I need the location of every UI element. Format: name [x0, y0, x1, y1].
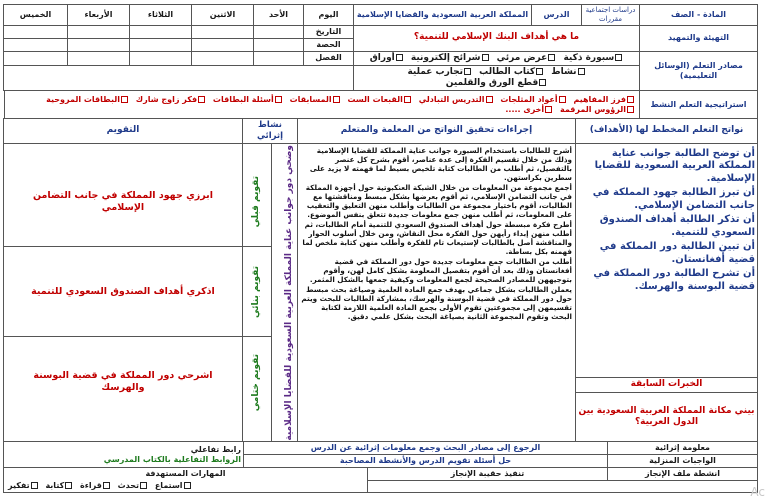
class-cell-1[interactable] [254, 51, 304, 65]
resources-row-2 [354, 65, 640, 91]
checkbox-icon[interactable] [333, 96, 340, 103]
activity-cell [272, 143, 298, 442]
resource-option[interactable]: نشاط [551, 67, 585, 78]
evaluation-header: التقويم [3, 119, 242, 143]
procedures-header: إجراءات تحقيق النواتج من المعلمة والمتعلم [298, 119, 576, 143]
procedure-item: أجمع مجموعة من المعلومات من خلال الشبكة العنكبوتية حول أجهزة المملكة في جانب التضامن الإسلامي، ثم أقوم بعرضها بشكل مبسط ومناقشتها مع الطالبات، أقوم باختيار مجموعة من الطالبات وأطلب منهن التعليق والتعقيب على المعلومات، ثم أطلب منهن جمع معلومات جديدة تتعلق بنفس الموضوع. [305, 182, 572, 219]
objectives-header: نواتج التعلم المخطط لها (الأهداف) [576, 119, 758, 143]
resource-option[interactable]: سبورة ذكية [563, 53, 623, 64]
evaluation-type: تقويم قبلي [251, 176, 262, 228]
period-cell-4[interactable] [68, 38, 130, 51]
skill-option[interactable]: تحدث [118, 481, 148, 491]
class-cell-4[interactable] [68, 51, 130, 65]
checkbox-icon[interactable] [627, 106, 634, 113]
strategies-label: استراتيجية التعلم النشط [640, 91, 758, 119]
interactive-link-cell [4, 442, 244, 468]
day-monday: الاثنين [192, 5, 254, 26]
objectives-cell [576, 143, 758, 377]
period-cell-3[interactable] [130, 38, 192, 51]
checkbox-icon[interactable] [548, 54, 555, 61]
checkbox-icon[interactable] [539, 79, 546, 86]
strategy-option[interactable]: أسئلة البطاقات [213, 95, 283, 105]
resources-row-1 [354, 51, 640, 65]
skill-option[interactable]: قراءة [80, 481, 111, 491]
checkbox-icon[interactable] [559, 96, 566, 103]
objective-item: أن توضح الطالبة جوانب عناية المملكة العربية السعودية للقضايا الإسلامية. [594, 147, 755, 184]
skills-label: المهارات المستهدفة [145, 469, 226, 479]
lesson-label: الدرس [532, 5, 582, 26]
period-label: الحصة [304, 38, 354, 51]
strategy-option[interactable]: فرز المفاهيم [573, 95, 635, 105]
homework-label: الواجبات المنزلية [608, 455, 758, 468]
day-tuesday: الثلاثاء [130, 5, 192, 26]
day-thursday: الخميس [4, 5, 68, 26]
procedures-cell [298, 143, 576, 442]
interactive-link-label[interactable]: رابط تفاعلي [190, 444, 241, 454]
day-label: اليوم [304, 5, 354, 26]
intro-question: ما هي أهداف البنك الإسلامي للتنمية؟ [354, 25, 640, 51]
skill-option[interactable]: كتابة [45, 481, 73, 491]
date-label: التاريخ [304, 25, 354, 38]
resource-option[interactable]: عرض مرئي [497, 53, 557, 64]
procedure-item: أشرح للطالبات باستخدام السبورة جوانب عناية المملكة للقضايا الإسلامية وذلك من خلال تقسيم الفكرة إلى عدة عناصر، أقوم بشرح كل عنصر بالتفصيل، ثم أطلب من الطالبات كتابة تلخيص بسيط لما فهمته لا يزيد على سطرين بكراستهن. [309, 145, 572, 182]
footer-blank [368, 481, 758, 493]
period-cell-2[interactable] [192, 38, 254, 51]
checkbox-icon[interactable] [486, 96, 493, 103]
objective-item: أن تذكر الطالبة أهداف الصندوق السعودي للتنمية. [599, 214, 755, 238]
course-label: دراسات اجتماعية مقررات [582, 5, 640, 26]
lesson-plan-page [4, 4, 758, 498]
resource-option[interactable]: قطع الورق والقلمين [446, 78, 547, 89]
strategy-option[interactable]: التدريس التبادلي [419, 95, 494, 105]
activity-header: نشاط إثرائي [242, 119, 297, 143]
date-cell-5[interactable] [4, 25, 68, 38]
class-cell-3[interactable] [130, 51, 192, 65]
strategies-options [5, 91, 640, 119]
resource-option[interactable]: تجارب عملية [407, 67, 472, 78]
resource-option[interactable]: شرائح إلكترونية [411, 53, 490, 64]
date-cell-1[interactable] [254, 25, 304, 38]
footer-table [3, 441, 758, 493]
resources-blank [4, 65, 354, 91]
checkbox-icon[interactable] [464, 68, 471, 75]
date-cell-3[interactable] [130, 25, 192, 38]
textbook-links[interactable]: الروابط التفاعلية بالكتاب المدرسي [103, 454, 241, 464]
activity-text: وضحي دور جوانب عناية المملكة العربية السعودية للقضايا الإسلامية [283, 144, 294, 441]
resources-label: مصادر التعلم (الوسائل التعليمية) [640, 51, 758, 91]
checkbox-icon[interactable] [396, 54, 403, 61]
evaluation-item: اذكري أهداف الصندوق السعودي للتنمية [4, 247, 242, 337]
date-cell-2[interactable] [192, 25, 254, 38]
checkbox-icon[interactable] [578, 68, 585, 75]
checkbox-icon[interactable] [103, 482, 110, 489]
intro-label: التهيئة والتمهيد [640, 25, 758, 51]
prior-text: بيني مكانة المملكة العربية السعودية بين الدول العربية؟ [576, 393, 758, 442]
evaluation-type: تقويم ختامي [251, 353, 262, 411]
prior-label: الخبرات السابقة [576, 377, 758, 393]
strategy-option[interactable]: المسابقات [290, 95, 341, 105]
main-table [3, 118, 758, 442]
class-cell-5[interactable] [4, 51, 68, 65]
period-cell-5[interactable] [4, 38, 68, 51]
procedure-item: أطرح فكرة مبسطة حول أهداف الصندوق السعودي للتنمية أمام الطالبات، ثم أطلب منهن إبداء رأيهن حول الفكرة محل النقاش، ومن خلال أسلوب الحوار والمناقشة أصل بالطالبات لإستيعاب تام للفكرة وأطلب منهن كتابة ملخص لما فهمنه بكل بساطة. [302, 219, 572, 256]
checkbox-icon[interactable] [121, 96, 128, 103]
strategy-option[interactable]: القبعات الست [347, 95, 411, 105]
procedure-item: يعملن الطالبات بشكل جماعي بهدف جمع المادة العلمية وصياغة بحث مبسط حول دور المملكة في قضية البوسنة والهرسك، بمشاركة الطالبات للبحث ويتم تقسيمهن إلى مجموعتين تقوم الأولى بجمع المادة العلمية اللازمة لكتابة البحث وتقوم المجموعة الثانية بصياغة البحث بشكل علمي دقيق. [301, 284, 572, 321]
checkbox-icon[interactable] [615, 54, 622, 61]
objective-item: أن تشرح الطالبة دور المملكة في قضية البوسنة والهرسك. [593, 268, 755, 292]
home-info-text: الرجوع إلى مصادر البحث وجمع معلومات إثرائية عن الدرس [244, 442, 608, 455]
evaluation-item: ابرزي جهود المملكة في جانب التضامن الإسلامي [4, 157, 242, 247]
evaluation-types-cell [242, 143, 271, 442]
date-cell-4[interactable] [68, 25, 130, 38]
watermark-text: Ac [750, 485, 765, 499]
resource-option[interactable]: أوراق [370, 53, 404, 64]
evaluation-type: تقويم بنائي [251, 265, 262, 318]
strategy-option[interactable]: الرؤوس المرقمة [560, 105, 635, 115]
checkbox-icon[interactable] [627, 96, 634, 103]
class-label: الفصل [304, 51, 354, 65]
day-sunday: الأحد [254, 5, 304, 26]
checkbox-icon[interactable] [275, 96, 282, 103]
checkbox-icon[interactable] [184, 482, 191, 489]
procedure-item: أطلب من الطالبات جمع معلومات جديدة حول دور المملكة في قضية أفغانستان وذلك بعد أن أقوم بتفصيل المعلومة بشكل كامل لهن، وأقوم بتوجيههن للمصادر الصحيحة لجمع المعلومات وكيفية جمعها بالشكل المثمر. [309, 256, 572, 284]
subject-label: المادة - الصف [640, 5, 758, 26]
checkbox-icon[interactable] [198, 96, 205, 103]
class-cell-2[interactable] [192, 51, 254, 65]
checkbox-icon[interactable] [65, 482, 72, 489]
homework-text: حل أسئلة تقويم الدرس والأنشطة المصاحبة [244, 455, 608, 468]
period-cell-1[interactable] [254, 38, 304, 51]
checkbox-icon[interactable] [404, 96, 411, 103]
achievement-label: انشطة ملف الإنجاز [608, 468, 758, 481]
strategy-option[interactable]: أعواد المثلجات [500, 95, 566, 105]
evaluation-item: اشرحي دور المملكة في قضية البوسنة والهرسك [33, 370, 213, 394]
lesson-title: المملكة العربية السعودية والقضايا الإسلامية [354, 5, 532, 26]
skill-option[interactable]: تفكير [8, 481, 39, 491]
checkbox-icon[interactable] [482, 54, 489, 61]
evaluation-cell [3, 143, 242, 442]
strategies-table [4, 90, 758, 119]
objective-item: أن تبين الطالبة دور المملكة في قضية أفغانستان. [599, 241, 755, 265]
strategy-option[interactable]: أخرى ..... [505, 105, 553, 115]
achievement-text: تنفيذ حقيبة الإنجاز [368, 468, 608, 481]
checkbox-icon[interactable] [31, 482, 38, 489]
skills-area [4, 468, 368, 493]
checkbox-icon[interactable] [140, 482, 147, 489]
objective-item: أن تبرز الطالبة جهود المملكة في جانب التضامن الإسلامي. [592, 187, 755, 211]
resource-option[interactable]: كتاب الطالب [479, 67, 544, 78]
checkbox-icon[interactable] [536, 68, 543, 75]
strategy-option[interactable]: البطاقات المروحية [46, 95, 129, 105]
header-table [3, 4, 758, 91]
home-info-label: معلومة إثرائية [608, 442, 758, 455]
day-wednesday: الأربعاء [68, 5, 130, 26]
checkbox-icon[interactable] [545, 106, 552, 113]
strategy-option[interactable]: فكر زاوج شارك [136, 95, 206, 105]
skill-option[interactable]: استماع [155, 481, 192, 491]
